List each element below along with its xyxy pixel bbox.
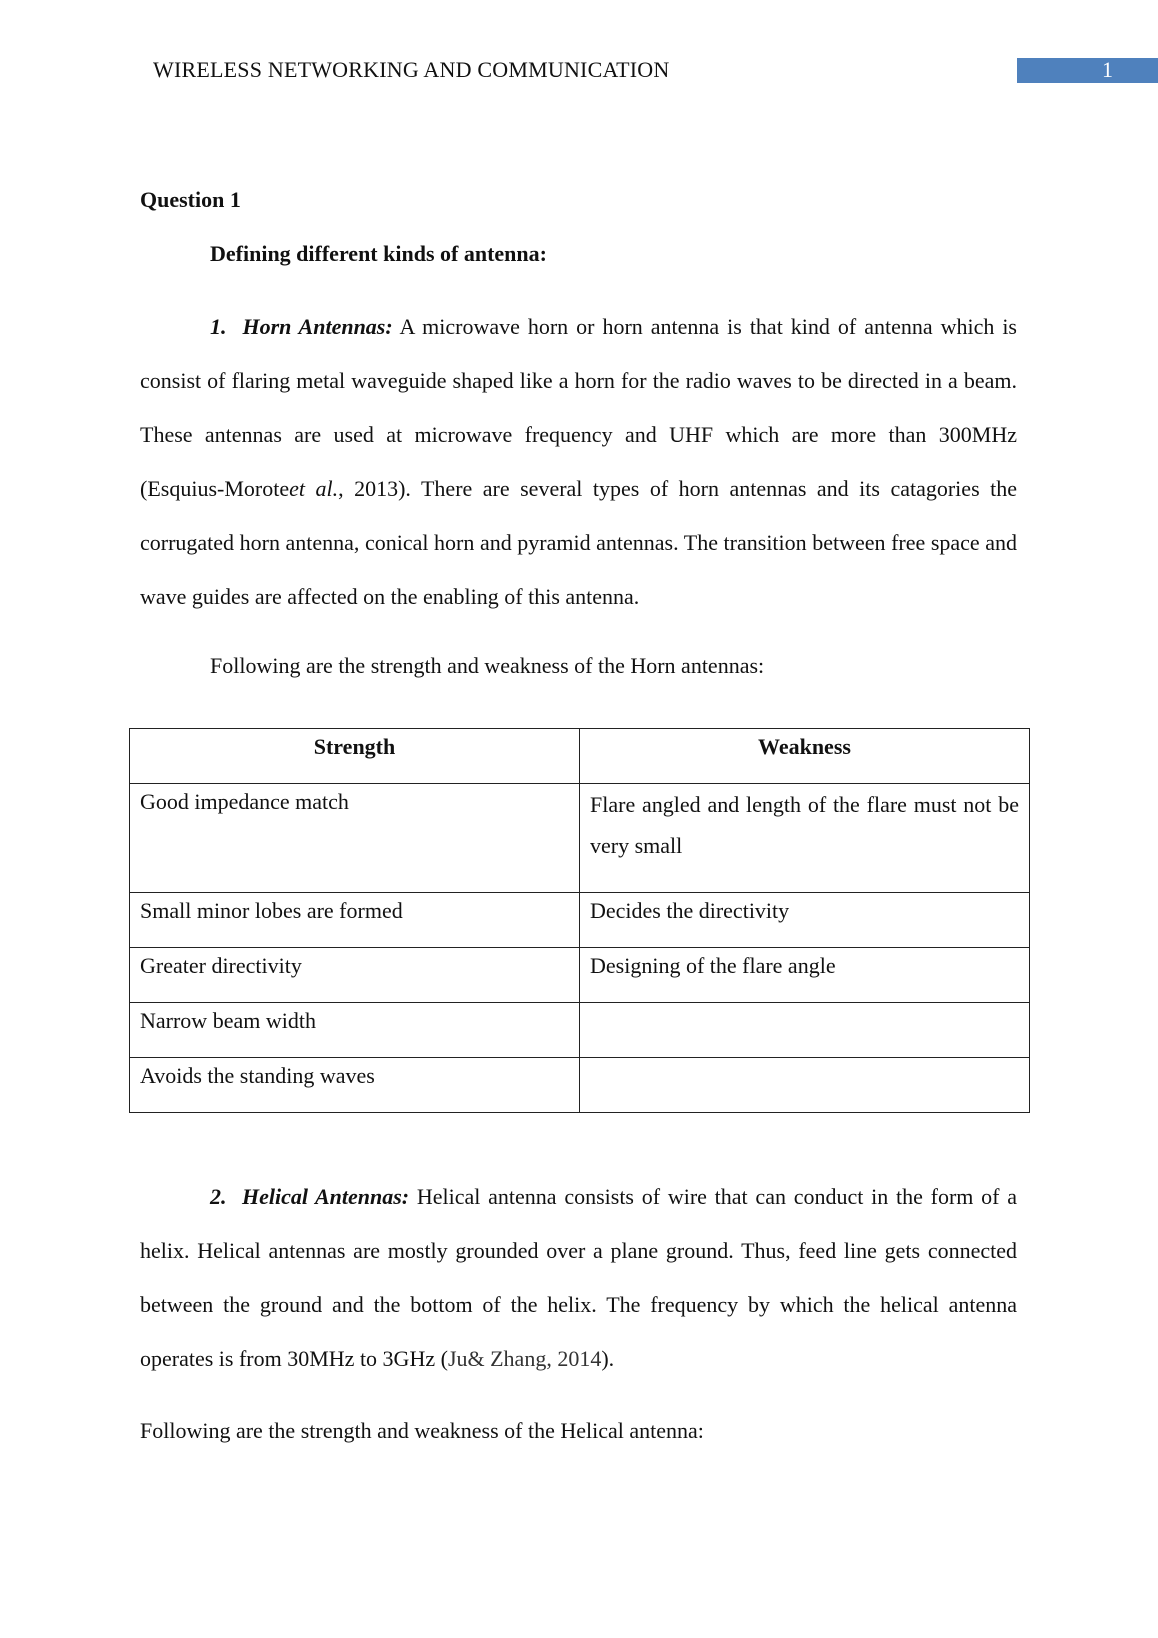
table-row bbox=[130, 893, 1030, 948]
weakness-header: Weakness bbox=[580, 729, 1030, 784]
horn-table-intro: Following are the strength and weakness of the Horn antennas: bbox=[210, 653, 765, 678]
page-number-box bbox=[1017, 58, 1158, 83]
weakness-cell: Designing of the flare angle bbox=[580, 948, 1030, 1003]
section-subheading: Defining different kinds of antenna: bbox=[210, 241, 547, 266]
weakness-cell bbox=[580, 1003, 1030, 1058]
strength-cell: Narrow beam width bbox=[130, 1003, 580, 1058]
strength-cell: Good impedance match bbox=[130, 784, 580, 893]
table-row bbox=[130, 1058, 1030, 1113]
page-number: 1 bbox=[1102, 57, 1113, 82]
helical-number: 2. bbox=[210, 1184, 227, 1209]
helical-citation: Ju& Zhang, 2014 bbox=[447, 1346, 602, 1371]
horn-text-2: , 2013). There are several types of horn antennas and its catagories the corrugated horn antenna, conical horn and pyramid antennas. The transition between free space and wave guides are affected on the enabling of this antenna. bbox=[140, 476, 1017, 609]
horn-lead: Horn Antennas: bbox=[242, 314, 393, 339]
weakness-cell bbox=[580, 1058, 1030, 1113]
question-title: Question 1 bbox=[140, 187, 241, 212]
table-header-row bbox=[130, 729, 1030, 784]
strength-header: Strength bbox=[130, 729, 580, 784]
strength-cell: Avoids the standing waves bbox=[130, 1058, 580, 1113]
running-header: WIRELESS NETWORKING AND COMMUNICATION bbox=[153, 57, 670, 82]
helical-lead: Helical Antennas: bbox=[242, 1184, 410, 1209]
horn-et-al: et al. bbox=[289, 476, 339, 501]
weakness-cell: Flare angled and length of the flare must not be very small bbox=[580, 784, 1030, 893]
horn-number: 1. bbox=[210, 314, 227, 339]
weakness-cell: Decides the directivity bbox=[580, 893, 1030, 948]
table-row bbox=[130, 784, 1030, 893]
helical-text-1: Helical antenna consists of wire that can conduct in the form of a helix. Helical antennas are mostly grounded over a plane ground. Thus, feed line gets connected between the ground and the bottom of the helix. The frequency by which the helical antenna operates is from 30MHz to 3GHz ( bbox=[140, 1184, 1018, 1371]
table-row bbox=[130, 948, 1030, 1003]
horn-antenna-paragraph bbox=[140, 300, 1017, 624]
horn-text-1: A microwave horn or horn antenna is that kind of antenna which is consist of flaring metal waveguide shaped like a horn for the radio waves to be directed in a beam. These antennas are used at microwave frequency and UHF which are more than 300MHz (Esquius-Morote bbox=[140, 314, 1017, 501]
table-row bbox=[130, 1003, 1030, 1058]
strength-cell: Small minor lobes are formed bbox=[130, 893, 580, 948]
helical-antenna-paragraph bbox=[140, 1170, 1017, 1386]
helical-table-intro: Following are the strength and weakness of the Helical antenna: bbox=[140, 1418, 704, 1443]
strength-cell: Greater directivity bbox=[130, 948, 580, 1003]
strength-weakness-table bbox=[129, 728, 1030, 1113]
helical-text-2: ). bbox=[601, 1346, 615, 1371]
